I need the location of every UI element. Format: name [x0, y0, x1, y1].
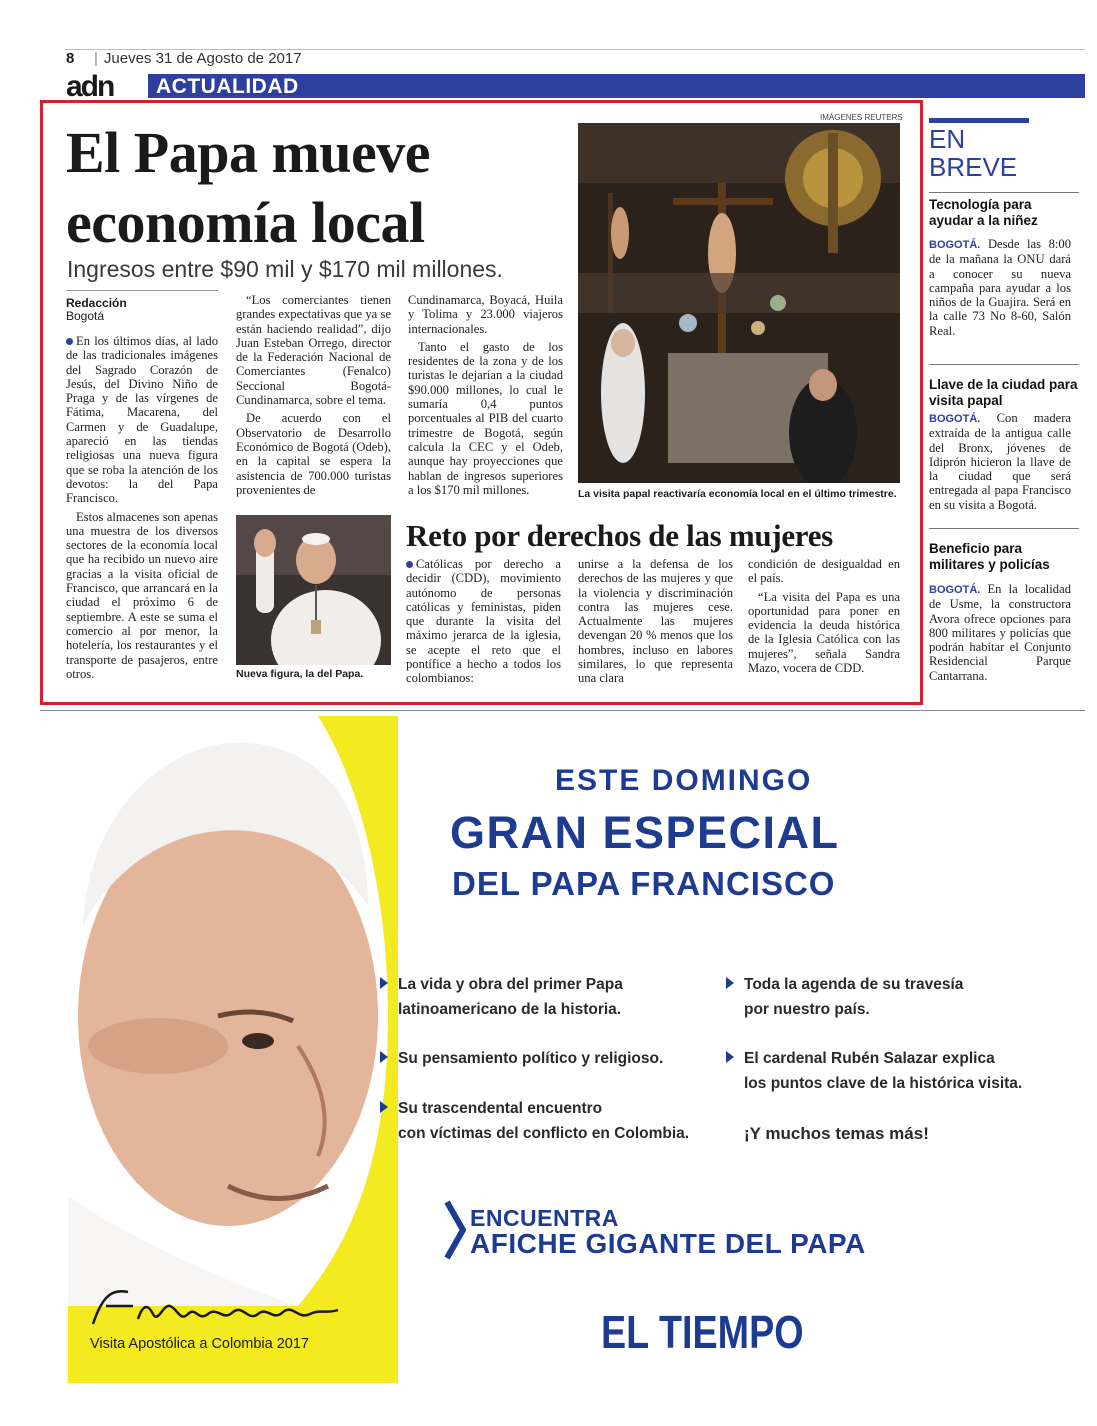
paragraph: Tanto el gasto de los residentes de la zona y de los turistas le dejarían a la ciudad $90.000 millones, lo cual le sumaría 0,4 puntos porcentuales al PIB del cuarto trimestre de Bogotá, según calcula la CEC y el Odeb, aunque hay proyecciones que hablan de ingresos superiores a los $170 mil millones. — [408, 339, 563, 497]
sub-column-1 — [406, 557, 561, 690]
breve-title-line: BREVE — [929, 152, 1018, 182]
brief-body-text: En la localidad de Usme, la constructora Avora ofrece opciones para 800 militares y policías que podrán habitar el Conjunto Residencial Parque Cantarrana. — [929, 582, 1071, 683]
article-column-3 — [408, 293, 563, 501]
franciscus-signature — [88, 1284, 348, 1334]
breve-title-line: EN — [929, 124, 966, 154]
brief-text — [929, 411, 1071, 512]
bullet-line: los puntos clave de la histórica visita. — [744, 1075, 1023, 1092]
ad-more: ¡Y muchos temas más! — [744, 1124, 929, 1143]
bullet-line: Su trascendental encuentro — [398, 1100, 603, 1117]
chevron-right-icon — [444, 1200, 466, 1260]
sub-column-3 — [748, 557, 900, 679]
paragraph: De acuerdo con el Observatorio de Desarrollo Económico de Bogotá (Odeb), en la capital se espera la asistencia de 700.000 turistas provenientes de — [236, 411, 391, 497]
bullet-dot-icon — [66, 338, 73, 345]
brief-place: BOGOTÁ. — [929, 584, 981, 596]
brief-title: Beneficio para militares y policías — [929, 541, 1050, 572]
page-number: 8 — [66, 50, 75, 67]
ad-subtitle: DEL PAPA FRANCISCO — [452, 865, 836, 902]
ad-bullet — [398, 1046, 663, 1071]
ad-kicker: ESTE DOMINGO — [555, 764, 813, 797]
page-date: | Jueves 31 de Agosto de 2017 — [94, 50, 302, 67]
brief-place: BOGOTÁ. — [929, 413, 981, 425]
section-title: ACTUALIDAD — [156, 75, 299, 98]
byline-city: Bogotá — [66, 309, 105, 323]
bullet-line: por nuestro país. — [744, 1001, 870, 1018]
breve-title — [929, 125, 1017, 181]
byline: Redacción — [66, 296, 127, 310]
adn-logo: adn — [66, 70, 114, 103]
paragraph: unirse a la defensa de los derechos de las mujeres y que la violencia y discriminación contra las mujeres cese. Actualmente las mujeres devengan 20 % menos que los hombres, incluso en labores similares, lo que representa una clara — [578, 557, 733, 686]
brief-text — [929, 582, 1071, 683]
article-column-2 — [236, 293, 391, 501]
brief-rule — [929, 192, 1079, 193]
brief-body-text: Desde las 8:00 de la mañana la ONU dará a conocer su nueva campaña para ayudar a los niños de la Guajira. Será en la calle 73 No 8-60, Salón Real. — [929, 237, 1071, 338]
byline-rule — [66, 290, 218, 291]
brief-rule — [929, 364, 1079, 365]
bullet-line: El cardenal Rubén Salazar explica — [744, 1050, 995, 1067]
brief-title: Llave de la ciudad para visita papal — [929, 377, 1078, 408]
brief-body-text: Con madera extraída de la antigua calle del Bronx, jóvenes de Idiprón hicieron la llave de la ciudad que será entregada al papa Francisco en su visita a Bogotá. — [929, 411, 1071, 512]
ad-bullet — [744, 972, 963, 1022]
triangle-bullet-icon — [380, 1101, 388, 1113]
paragraph: Estos almacenes son apenas una muestra de los diversos sectores de la economía local que ha recibido un nuevo aire gracias a la visita oficial de Francisco, que arrancará en la ciudad el próximo 6 de septiembre. A este se suma el comercio al por menor, la hotelería, los restaurantes y el transporte de pasajeros, entre otros. — [66, 509, 218, 681]
brief-text — [929, 237, 1071, 338]
article-column-1 — [66, 334, 218, 685]
sub-column-2 — [578, 557, 733, 690]
pope-portrait — [68, 716, 398, 1306]
el-tiempo-logo: EL TIEMPO — [601, 1306, 804, 1358]
ad-bullet — [398, 1096, 689, 1146]
pope-waving-photo — [236, 515, 391, 665]
paragraph: “Los comerciantes tienen grandes expectativas que ya se están haciendo realidad”, dijo Juan Esteban Orrego, director de la Federación Nacional de Comerciantes (Fenalco) Seccional Bogotá-Cundinamarca, sobre el tema. — [236, 293, 391, 408]
cta-line-2: AFICHE GIGANTE DEL PAPA — [470, 1228, 866, 1259]
ad-bullet — [398, 972, 623, 1022]
ad-bullet — [744, 1046, 1022, 1096]
sub-headline: Reto por derechos de las mujeres — [406, 518, 833, 553]
bullet-line: Su pensamiento político y religioso. — [398, 1050, 664, 1067]
article-headline: El Papa mueve economía local — [66, 120, 431, 255]
article-subhead: Ingresos entre $90 mil y $170 mil millones. — [67, 256, 503, 282]
triangle-bullet-icon — [726, 977, 734, 989]
brief-place: BOGOTÁ. — [929, 239, 981, 251]
pope-caption: Nueva figura, la del Papa. — [236, 668, 364, 680]
paragraph: “La visita del Papa es una oportunidad para poner en evidencia la deuda histórica de la Iglesia Católica con las mujeres”, señala Sandra Mazo, vocera de CDD. — [748, 589, 900, 676]
brief-title: Tecnología para ayudar a la niñez — [929, 197, 1038, 228]
section-divider — [40, 710, 1085, 711]
bullet-line: latinoamericano de la historia. — [398, 1001, 622, 1018]
brief-rule — [929, 528, 1079, 529]
triangle-bullet-icon — [726, 1051, 734, 1063]
photo-caption: La visita papal reactivaría economía local en el último trimestre. — [578, 488, 897, 500]
bullet-line: La vida y obra del primer Papa — [398, 976, 623, 993]
bullet-line: Toda la agenda de su travesía — [744, 976, 964, 993]
bullet-dot-icon — [406, 561, 413, 568]
paragraph: En los últimos días, al lado de las tradicionales imágenes del Sagrado Corazón de Jesús, del Divino Niño de Praga y de las vírgenes de Fátima, Macarena, del Carmen y de Guadalupe, apareció en las tiendas religiosas una nueva figura que se roba la atención de los devotos: la del Papa Francisco. — [66, 334, 218, 506]
triangle-bullet-icon — [380, 977, 388, 989]
ad-title: GRAN ESPECIAL — [450, 807, 840, 858]
bullet-line: con víctimas del conflicto en Colombia. — [398, 1125, 690, 1142]
visit-label: Visita Apostólica a Colombia 2017 — [90, 1336, 309, 1352]
breve-bar — [929, 118, 1029, 123]
photo-credit: IMÁGENES REUTERS — [820, 113, 903, 122]
paragraph: Cundinamarca, Boyacá, Huila y Tolima y 23.000 viajeros internacionales. — [408, 293, 563, 336]
paragraph: Católicas por derecho a decidir (CDD), movimiento autónomo de personas católicas y feministas, piden que durante la visita del máximo jerarca de la iglesia, se acepte el reto que el pontífice a hecho a todos los colombianos: — [406, 557, 561, 686]
triangle-bullet-icon — [380, 1051, 388, 1063]
religious-shop-photo — [578, 123, 900, 483]
paragraph: condición de desigualdad en el país. — [748, 557, 900, 586]
cta-line-1: ENCUENTRA — [470, 1205, 619, 1231]
